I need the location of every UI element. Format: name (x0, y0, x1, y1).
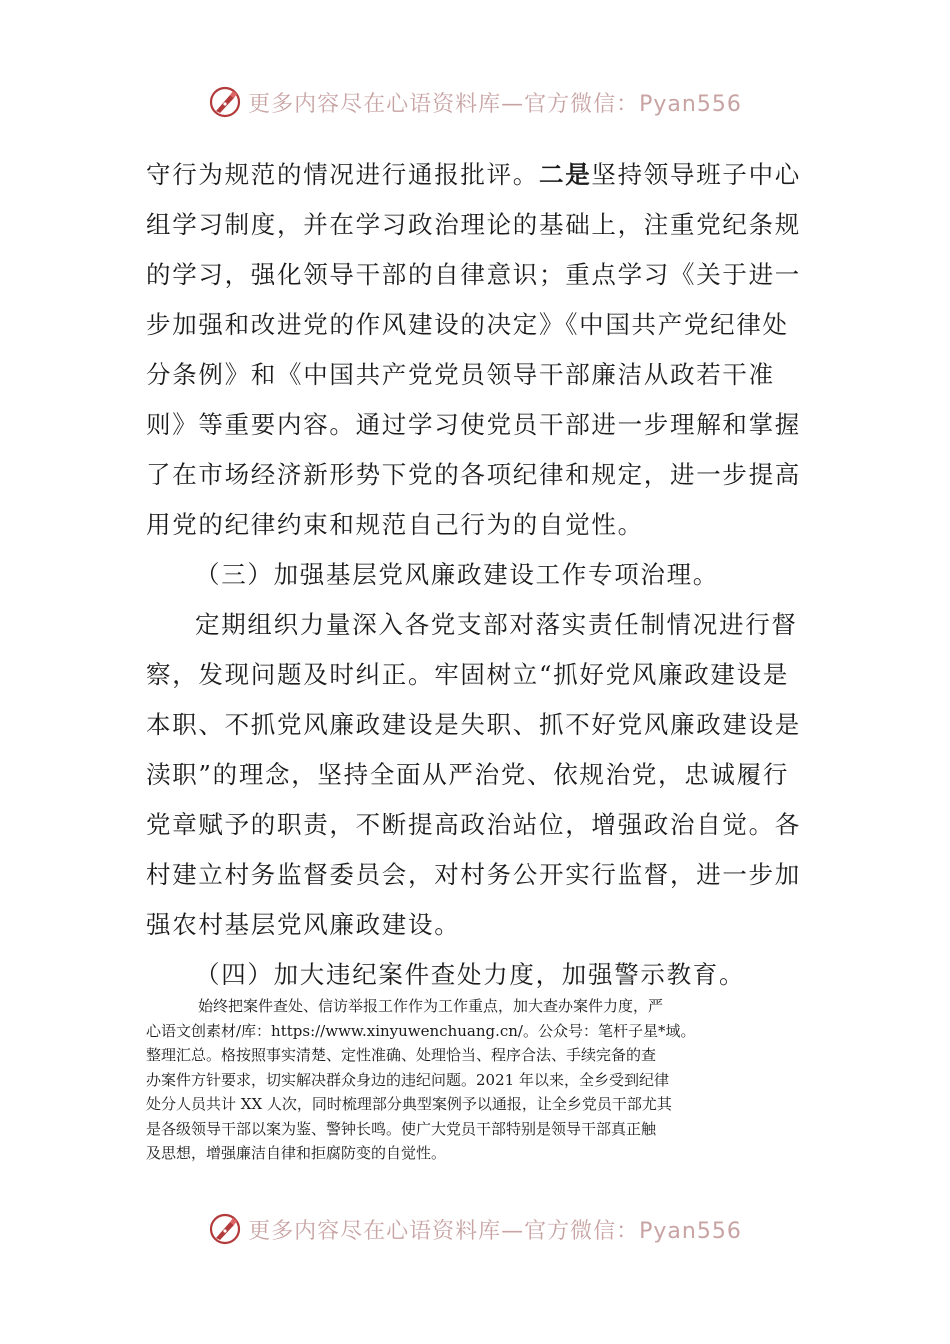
text-line: 党章赋予的职责，不断提高政治站位，增强政治自觉。各 (146, 810, 801, 839)
text-line: 察，发现问题及时纠正。牢固树立“抓好党风廉政建设是 (146, 660, 790, 689)
text-line: 组学习制度，并在学习政治理论的基础上，注重党纪条规 (146, 210, 801, 239)
small-line: 处分人员共计 XX 人次，同时梳理部分典型案例予以通报，让全乡党员干部尤其 (146, 1095, 672, 1113)
small-line: 整理汇总。格按照事实清楚、定性准确、处理恰当、程序合法、手续完备的查 (146, 1046, 657, 1064)
watermark-banner-top (0, 82, 950, 122)
small-line: 心语文创素材/库：https://www.xinyuwenchuang.cn/。公众号：笔杆子星*域。 (146, 1021, 696, 1040)
watermark-text: 更多内容尽在心语资料库—官方微信：Pyan556 (248, 91, 742, 117)
watermark-banner-bottom (0, 1209, 950, 1249)
text-line: 定期组织力量深入各党支部对落实责任制情况进行督 (195, 610, 798, 639)
text-line: 渎职”的理念，坚持全面从严治党、依规治党，忠诚履行 (146, 760, 790, 789)
text-line: 了在市场经济新形势下党的各项纪律和规定，进一步提高 (146, 460, 801, 489)
section-heading-3: （三）加强基层党风廉政建设工作专项治理。 (195, 560, 719, 589)
text-line: 则》等重要内容。通过学习使党员干部进一步理解和掌握 (146, 410, 801, 439)
small-paragraph (146, 994, 806, 1166)
small-line: 始终把案件查处、信访举报工作作为工作重点，加大查办案件力度，严 (198, 997, 664, 1015)
small-line: 办案件方针要求，切实解决群众身边的违纪问题。2021 年以来，全乡受到纪律 (146, 1070, 669, 1089)
text-line: 用党的纪律约束和规范自己行为的自觉性。 (146, 510, 644, 539)
watermark-text: 更多内容尽在心语资料库—官方微信：Pyan556 (248, 1218, 742, 1244)
text-line: 村建立村务监督委员会，对村务公开实行监督，进一步加 (146, 860, 801, 889)
pen-nib-logo-icon (208, 85, 242, 119)
section-heading-4: （四）加大违纪案件查处力度，加强警示教育。 (195, 960, 746, 989)
text-line: 守行为规范的情况进行通报批评。二是坚持领导班子中心 (146, 160, 802, 189)
text-line: 步加强和改进党的作风建设的决定》《中国共产党纪律处 (146, 310, 789, 339)
small-line: 是各级领导干部以案为鉴、警钟长鸣。使广大党员干部特别是领导干部真正触 (146, 1119, 657, 1138)
text-line: 分条例》和《中国共产党党员领导干部廉洁从政若干准 (146, 360, 775, 389)
small-line: 及思想，增强廉洁自律和拒腐防变的自觉性。 (146, 1144, 447, 1162)
text-line: 的学习，强化领导干部的自律意识；重点学习《关于进一 (146, 260, 801, 289)
text-line: 本职、不抓党风廉政建设是失职、抓不好党风廉政建设是 (146, 710, 801, 739)
text-line: 强农村基层党风廉政建设。 (146, 910, 461, 939)
document-body (146, 150, 802, 1000)
pen-nib-logo-icon (208, 1212, 242, 1246)
